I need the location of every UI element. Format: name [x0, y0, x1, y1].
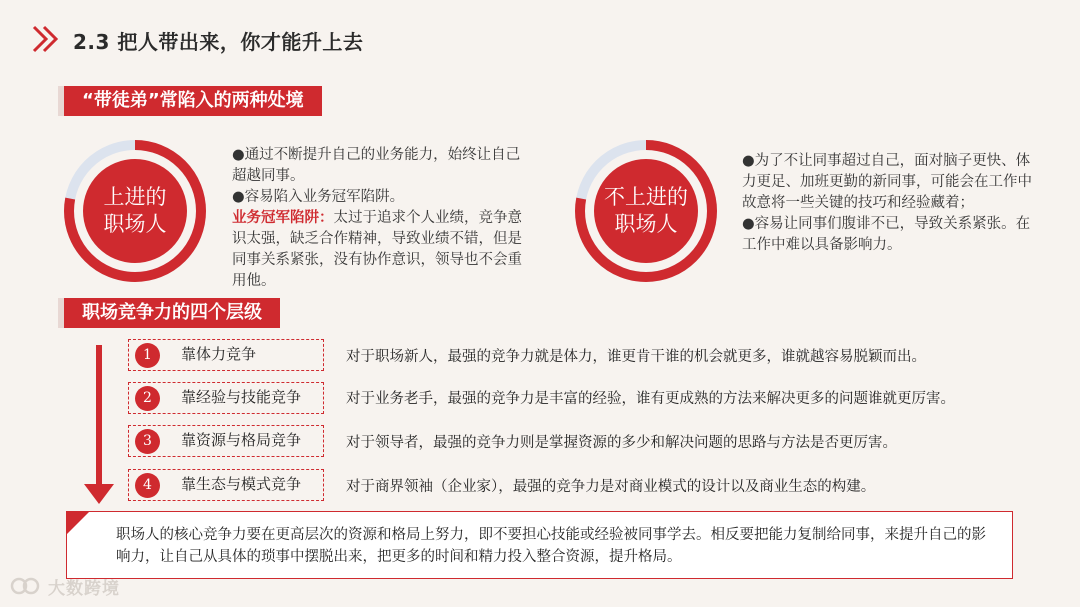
progressive-point-2: ●容易陷入业务冠军陷阱。 — [232, 189, 405, 205]
down-arrow-shaft — [96, 345, 102, 485]
ring-unprogressive-worker — [571, 136, 721, 286]
progressive-description — [232, 145, 532, 292]
level-box-3 — [128, 425, 324, 457]
level-name: 靠体力竞争 — [181, 345, 257, 363]
brand-logo-icon — [10, 575, 40, 597]
section-banner-situations: “带徒弟”常陷入的两种处境 — [64, 86, 322, 116]
unprogressive-point-2: ●容易让同事们腹诽不已，导致关系紧张。在工作中难以具备影响力。 — [742, 216, 1031, 253]
level-description-4: 对于商界领袖（企业家），最强的竞争力是对商业模式的设计以及商业生态的构建。 — [346, 479, 876, 495]
trap-paragraph — [232, 208, 532, 292]
section-banner-levels: 职场竞争力的四个层级 — [64, 298, 280, 328]
trap-text: 太过于追求个人业绩，竞争意识太强，缺乏合作精神，导致业绩不错，但是同事关系紧张，没有协作意识，领导也不会重用他。 — [232, 210, 522, 289]
watermark — [10, 572, 120, 600]
level-box-4 — [128, 469, 324, 501]
ring-progressive-worker — [60, 136, 210, 286]
ring-label: 上进的 职场人 — [103, 184, 167, 236]
progressive-point-1: ●通过不断提升自己的业务能力，始终让自己超越同事。 — [232, 147, 521, 184]
level-name: 靠资源与格局竞争 — [181, 431, 302, 449]
level-number-badge: 1 — [135, 343, 160, 368]
page-title: 2.3 把人带出来，你才能升上去 — [73, 30, 364, 54]
level-name: 靠生态与模式竞争 — [181, 475, 302, 493]
ring-label: 不上进的 职场人 — [604, 184, 688, 236]
level-box-2 — [128, 382, 324, 414]
level-description-1: 对于职场新人，最强的竞争力就是体力，谁更肯干谁的机会就更多，谁就越容易脱颖而出。 — [346, 349, 926, 365]
level-description-3: 对于领导者，最强的竞争力则是掌握资源的多少和解决问题的思路与方法是否更厉害。 — [346, 435, 897, 451]
level-box-1 — [128, 339, 324, 371]
header-chevron-icon — [30, 24, 66, 54]
unprogressive-description — [742, 151, 1034, 256]
watermark-text: 大数跨境 — [48, 578, 120, 599]
level-number-badge: 2 — [135, 386, 160, 411]
level-number-badge: 3 — [135, 429, 160, 454]
level-number-badge: 4 — [135, 473, 160, 498]
level-name: 靠经验与技能竞争 — [181, 388, 302, 406]
unprogressive-point-1: ●为了不让同事超过自己，面对脑子更快、体力更足、加班更勤的新同事，可能会在工作中故意将一些关键的技巧和经验藏着； — [742, 153, 1032, 211]
trap-title: 业务冠军陷阱： — [232, 210, 334, 226]
down-arrow-icon — [84, 484, 114, 504]
level-description-2: 对于业务老手，最强的竞争力是丰富的经验，谁有更成熟的方法来解决更多的问题谁就更厉害。 — [346, 391, 955, 407]
summary-corner-accent — [66, 511, 90, 535]
summary-text: 职场人的核心竞争力要在更高层次的资源和格局上努力，即不要担心技能或经验被同事学去。相反要把能力复制给同事，来提升自己的影响力，让自己从具体的琐事中摆脱出来，把更多的时间和精力投入整合资源，提升格局。 — [116, 527, 986, 565]
